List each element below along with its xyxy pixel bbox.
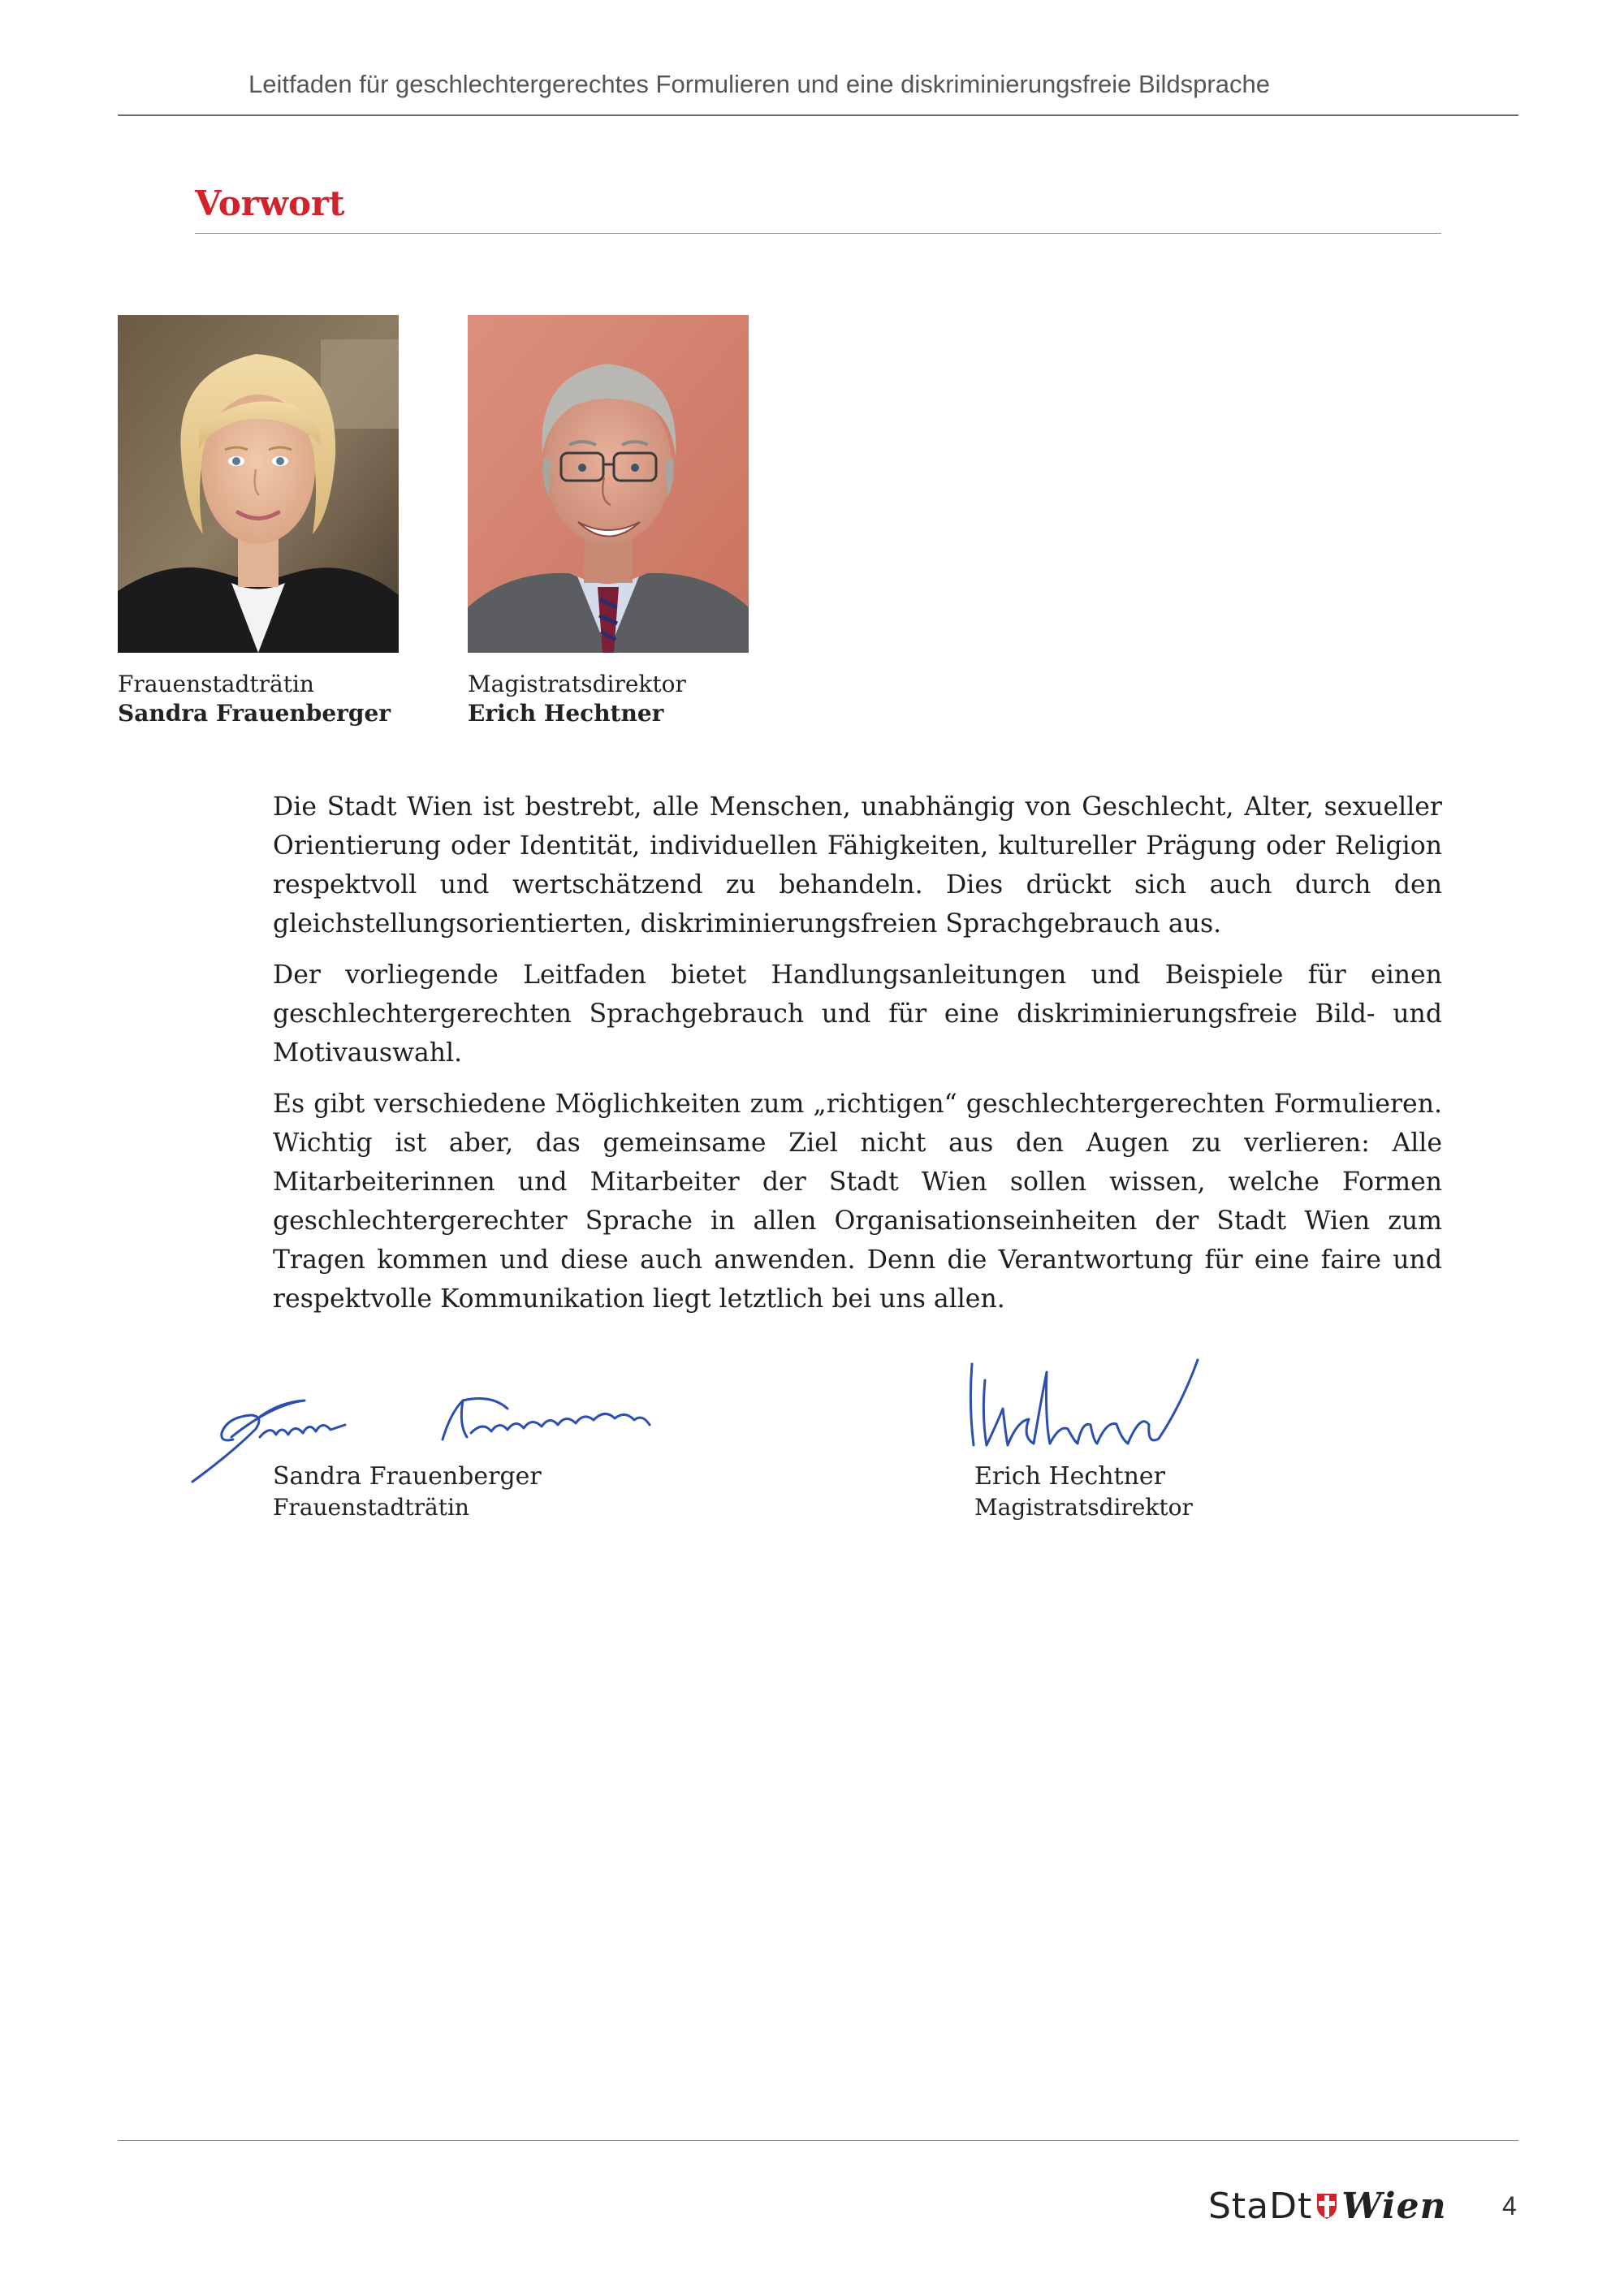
signature-role: Frauenstadträtin <box>273 1494 469 1521</box>
caption-name: Sandra Frauenberger <box>118 700 391 727</box>
section-divider <box>195 233 1441 234</box>
signature-block-frauenberger <box>273 1461 542 1523</box>
body-paragraph: Die Stadt Wien ist bestrebt, alle Menschen, unabhängig von Geschlecht, Alter, sexueller Orientierung oder Identität, individuellen Fähigkeiten, kultureller Prägung oder Religion respektvoll und wertschätzend zu behandeln. Dies drückt sich auch durch den gleichstellungsorientierten, diskriminierungsfreien Sprachgebrauch aus. <box>273 792 1442 939</box>
running-header: Leitfaden für geschlechtergerechtes Formulieren und eine diskriminierungsfreie Bildsprache <box>248 70 1270 98</box>
stadt-wien-logo <box>1208 2186 1447 2226</box>
body-paragraph: Es gibt verschiedene Möglichkeiten zum „richtigen“ geschlechtergerechten Formulieren. Wichtig ist aber, das gemeinsame Ziel nicht aus den Augen zu verlieren: Alle Mitarbeiterinnen und Mitarbeiter der Stadt Wien sollen wissen, welche Formen geschlechtergerechter Sprache in allen Organisationseinheiten der Stadt Wien zum Tragen kommen und diese auch anwenden. Denn die Verantwortung für eine faire und respektvolle Kommunikation liegt letztlich bei uns allen. <box>273 1090 1442 1314</box>
caption-role: Magistratsdirektor <box>468 671 686 697</box>
caption-role: Frauenstadträtin <box>118 671 314 697</box>
footer-divider <box>118 2140 1518 2141</box>
foreword-body <box>273 788 1442 1331</box>
page-number: 4 <box>1502 2191 1517 2220</box>
header-divider <box>118 114 1518 116</box>
vienna-shield-icon <box>1315 2192 1338 2220</box>
signature-name: Erich Hechtner <box>974 1462 1166 1491</box>
logo-text-right: Wien <box>1341 2185 1447 2227</box>
portrait-photo-hechtner <box>468 315 749 653</box>
portrait-caption-frauenberger <box>118 670 391 728</box>
signature-role: Magistratsdirektor <box>974 1494 1193 1521</box>
portrait-photo-frauenberger <box>118 315 399 653</box>
logo-text-left: StaDt <box>1208 2185 1313 2227</box>
signature-block-hechtner <box>974 1461 1193 1523</box>
signature-image-hechtner <box>954 1348 1230 1470</box>
caption-name: Erich Hechtner <box>468 700 664 727</box>
body-paragraph: Der vorliegende Leitfaden bietet Handlungsanleitungen und Beispiele für einen geschlechtergerechten Sprachgebrauch und für eine diskriminierungsfreie Bild- und Motivauswahl. <box>273 960 1442 1068</box>
signature-name: Sandra Frauenberger <box>273 1462 542 1491</box>
section-title: Vorwort <box>195 183 345 223</box>
portrait-caption-hechtner <box>468 670 686 728</box>
